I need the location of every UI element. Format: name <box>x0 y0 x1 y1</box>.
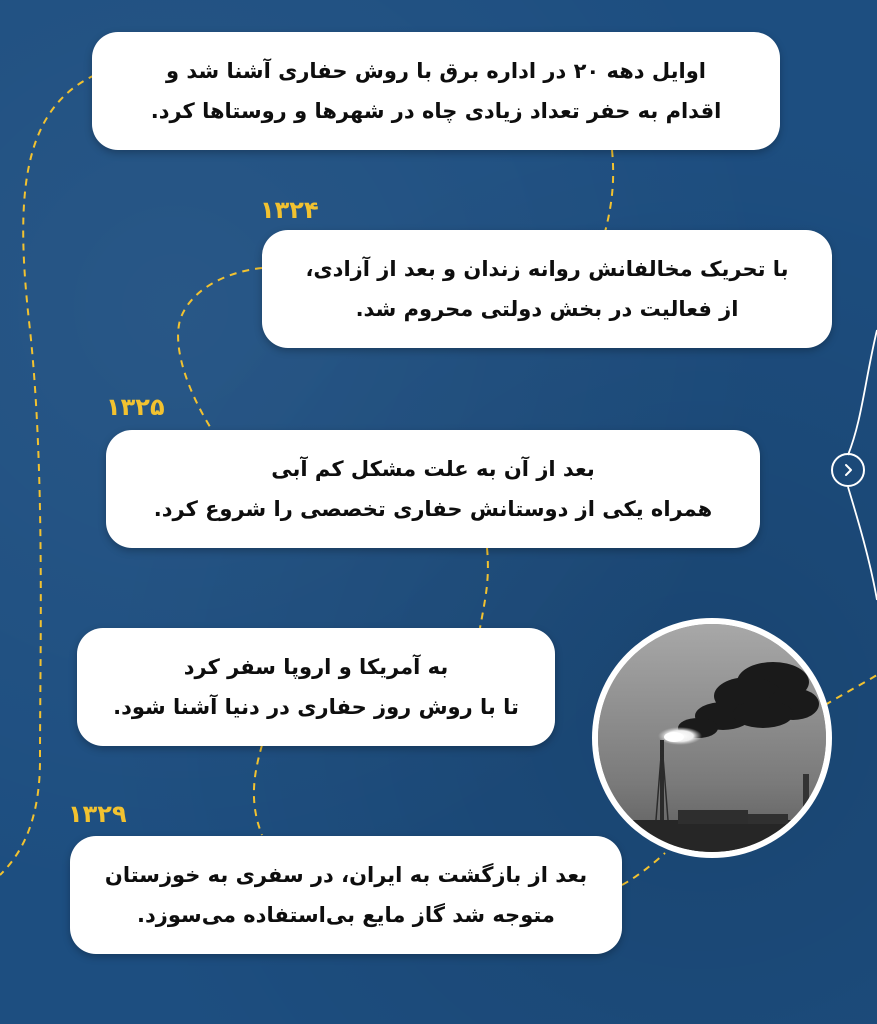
card-2-line-1: با تحریک مخالفانش روانه زندان و بعد از آزادی، <box>305 257 789 281</box>
card-1-line-1: اوایل دهه ۲۰ در اداره برق با روش حفاری آشنا شد و <box>166 59 706 83</box>
next-button[interactable] <box>831 453 865 487</box>
card-4-line-1: به آمریکا و اروپا سفر کرد <box>183 655 449 679</box>
card-5-line-2: متوجه شد گاز مایع بی‌استفاده می‌سوزد. <box>137 903 555 927</box>
card-3-line-1: بعد از آن به علت مشکل کم آبی <box>271 457 595 481</box>
card-2-line-2: از فعالیت در بخش دولتی محروم شد. <box>355 297 739 321</box>
card-3-line-2: همراه یکی از دوستانش حفاری تخصصی را شروع کرد. <box>153 497 713 521</box>
year-label-1329: ۱۳۲۹ <box>68 800 127 828</box>
year-label-1325: ۱۳۲۵ <box>106 393 165 421</box>
chevron-right-icon <box>840 462 856 478</box>
timeline-card-2 <box>262 230 832 348</box>
card-1-line-2: اقدام به حفر تعداد زیادی چاه در شهرها و روستاها کرد. <box>150 99 722 123</box>
timeline-card-3 <box>106 430 760 548</box>
timeline-card-4 <box>77 628 555 746</box>
card-4-line-2: تا با روش روز حفاری در دنیا آشنا شود. <box>113 695 519 719</box>
gas-flare-illustration <box>598 624 826 852</box>
timeline-card-1 <box>92 32 780 150</box>
timeline-card-5 <box>70 836 622 954</box>
card-5-line-1: بعد از بازگشت به ایران، در سفری به خوزستان <box>104 863 588 887</box>
gas-flare-photo <box>592 618 832 858</box>
year-label-1324: ۱۳۲۴ <box>260 196 319 224</box>
